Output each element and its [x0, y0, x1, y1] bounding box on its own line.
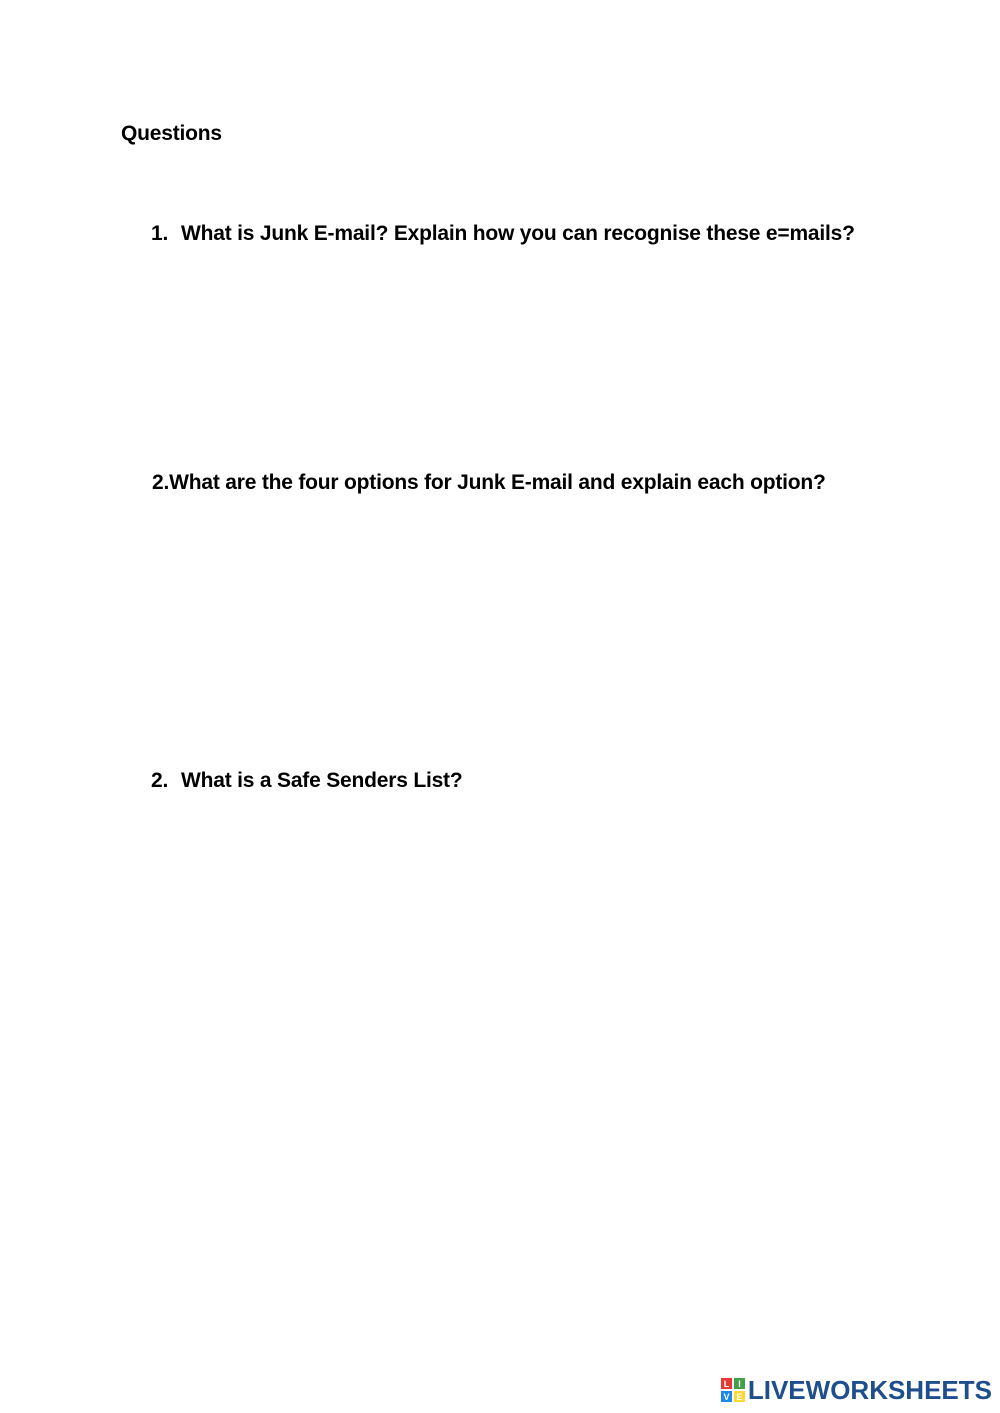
- logo-letter-e: E: [736, 1392, 743, 1402]
- page-heading: Questions: [121, 122, 222, 145]
- brand-name: LIVEWORKSHEETS: [747, 1375, 992, 1405]
- question-text: What is a Safe Senders List?: [181, 769, 463, 792]
- question-text: What are the four options for Junk E-mail and explain each option?: [169, 471, 826, 494]
- question-1: [151, 222, 855, 246]
- liveworksheets-logo: [721, 1377, 992, 1403]
- logo-letter-v: V: [723, 1392, 730, 1402]
- question-number: 2.: [152, 471, 170, 494]
- question-2: [152, 471, 826, 495]
- question-number: 2.: [151, 769, 169, 792]
- question-3: [151, 769, 462, 793]
- logo-letter-i: I: [738, 1379, 741, 1389]
- question-number: 1.: [151, 222, 169, 245]
- logo-letter-l: L: [723, 1379, 730, 1389]
- question-text: What is Junk E-mail? Explain how you can recognise these e=mails?: [181, 222, 855, 245]
- live-blocks-icon: [721, 1378, 745, 1402]
